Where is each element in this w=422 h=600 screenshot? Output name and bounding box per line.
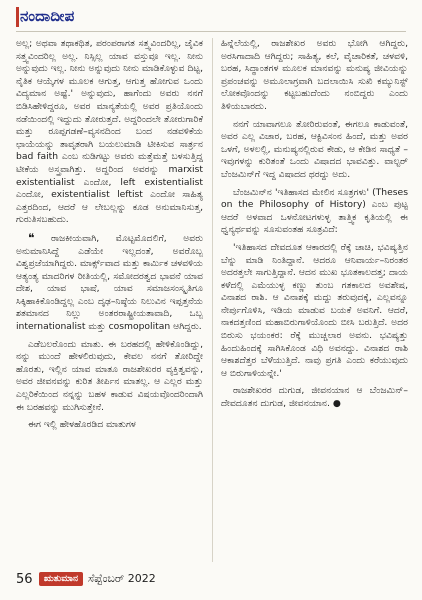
paragraph: ಈಗ ಇಲ್ಲಿ ಹೇಳಹೊರಡಿದ ಮಾತುಗಳ <box>28 419 136 431</box>
paragraph: ಅಲ್ಲ; ಅಥವಾ ತಥಾಕಥಿತ, ಪರಂಪರಾಗತ ಸತ್ತ್ವವಿಂದರಿಲ್ಲ, ಜೈವಿಕ ಸತ್ತ್ವವಿಂದರಿಲ್ಲ ಅಲ್ಲ. ನಿಸ್ಸಿಲ್ಲ ಯಾವ ವಸ್ತುವೂ ಇಲ್ಲ. ನೀನು ಅನ್ನುವುದು ಇಲ್ಲ. ನೀನು ಅನ್ನುವುದು ನೀನು ಮಾಡಿಕೊಳ್ಳುವ ದಿಟ್ಟ, ನೈತಿಕ ಆಯ್ಕೆಗಳ ಮೂಲಕ ಆಗುತ್ತ, ಆಗುತ್ತ ಹೋಗುವ ಒಂದು ವಿದ್ಯಮಾನ ಅಷ್ಟೆ.' ಅನ್ನುವುದು, ಹಾಗೆಂದು ಅವರು ನನಗೆ ಬಿಡಿಸಿಹೇಳಿದ್ದರೂ, ಅವರ ಮಾನ್ಯತೆಯಲ್ಲಿ ಅವರ ಪ್ರತಿಯೊಂದು ನಡೆಯಿಂದಲ್ಲಿ ಇದ್ದುದು ತೋರುತ್ತದೆ. ಅದ್ದರಿಂದಲೇ ತೋರುಗಾರಿಕೆ ಮತ್ತು ರೂಪ್ಪಗಡಣೆ–ವ್ಯಸನದಿಂದ ಬಂದ ನಡವಳಿಕೆಯ ಛಾಯೆಯನ್ನು ತಾವೃತರಾಗಿ ಬಯಲುಮಾಡಿ ಟೀಕಿಸುವ ಸಾರ್ತ್ರನ bad faith ಎಂಬ ನುಡಿಗಟ್ಟು ಅವರು ಮತ್ತೆಮತ್ತೆ ಬಳಸುತ್ತಿದ್ದ ಟೀಕೆಯ ಅಸ್ತ್ರವಾಗಿತ್ತು. ಅದ್ದರಿಂದ ಅವರನ್ನು marxist existentialist ಎಂದೋ, left existentialist ಎಂದೋ, existentialist leftist ಎಂದೋ ಸಾಹಿತ್ಯ ಎತ್ತರದಿಂದ, ಆದರೆ ಆ ಲೇಬಲ್ಲನ್ನು ಕೂಡ ಅನುಮಾನಿಸುತ್ತ, ಗುರುತಿಸಬಹುದು. <box>16 38 203 226</box>
paragraph: ಹಿನ್ನೆಲೆಯಲ್ಲಿ, ರಾಜಶೇಖರ ಅವರು ಭೋಗಿ ಆಗಿದ್ದರು, ಅರಸಿಗಾದಾದಿ ಆಗಿದ್ದರು; ಸಾಹಿತ್ಯ, ಕಲೆ, ವೈಚಾರಿಕತೆ, ಚಳವಳಿ, ಬರಹ, ಸಿದ್ಧಾಂತಗಳ ಮೂಲಕ ಮಾನವನ್ನು ಮನುಷ್ಯ ಜೀವಿಯನ್ನು ಪ್ರಪಂಚವನ್ನು ಅಮೂಲಾಗ್ರವಾಗಿ ಬದಲಾಯಿಸಿ ಸುಖಿ ಕಮ್ಯುನಿಸ್ಟ್ ಲೋಕವೊಂದನ್ನು ಕಟ್ಟಬಹುದೆಂದು ನಂಬಿದ್ದರು ಎಂದು ತಿಳಿಯಬಾರದು. <box>221 38 408 112</box>
section-title: ನಂದಾದೀಪ <box>20 7 75 25</box>
page-footer <box>16 571 406 591</box>
paragraph-text: ರಾಜಕೀಯವಾಗಿ, ಮೊಟ್ಟಮೊದಲಿಗೆ, ಅವರು ಅನುಮಾನಿಸಿದ್ದೆ ಎಡೆಯೇ ಇಲ್ಲದಂತೆ, ಅವರೊಬ್ಬ ವಿಶ್ವಪ್ರಜೆಯಾಗಿದ್ದರು. ಮಾರ್ಕ್ಸ್‌ವಾದ ಮತ್ತು ಕಾರ್ಮಿಕ ಚಳವಳಿಯ ಆತ್ಯಂತ್ಯ ಮಾದರಿಗಳ ರೀತಿಯಲ್ಲಿ, ಸಮೋದರತ್ವದ ಭಾವನೆ ಯಾವ ದೇಶ, ಯಾವ ಭಾಷೆ, ಯಾವ ಸಮಾಜಸಂಸ್ಕೃತಿಗೂ ಸಿಕ್ಕಿಹಾಕಿಕೊಂಡಿದ್ದಲ್ಲ ಎಂಬ ದೃಢ–ನಿಷ್ಠೆಯ ನಿಲುವಿನ ಇಪ್ಪತ್ತನೆಯ ಶತಮಾನದ ನಿಲ್ಲು ಅಂತರರಾಷ್ಟ್ರೀಯತಾವಾದಿ, ಒಬ್ಬ internationalist ಮತ್ತು cosmopolitan ಆಗಿದ್ದರು. <box>16 232 203 333</box>
paragraph <box>221 385 408 410</box>
paragraph: ಎಡೆಬಲರೊಂದು ಮಾತು. ಈ ಬರಹದಲ್ಲಿ ಹೇಳಿಕೊಂಡಿದ್ದು, ನನ್ನು ಮುಂದೆ ಹೇಳಲಿರುವುದು, ಕೇವಲ ನನಗೆ ತೋರಿದ್ದೇ ಹೊರತು, ಇಲ್ಲಿನ ಯಾವ ಮಾತೂ ರಾಜಶೇಖರರ ವ್ಯಕ್ತಿತ್ವವನ್ನು, ಅವರ ಜೀವನವನ್ನು ಕುರಿತ ತೀರ್ಪಿನ ಮಾತಲ್ಲ. ಆ ಎಲ್ಲರ ಮತ್ತು ಎಲ್ಲರಿಕೆಯಿಂದ ನನ್ನನ್ನು ಬಹಳ ಕಾಡುವ ವಿಷಯವೊಂದರಿಂದಾಗಿ ಈ ಬರಹವನ್ನು ಮುಗಿಸುತ್ತೇನೆ. <box>16 338 203 413</box>
magazine-logo: ಋತುಮಾನ <box>39 572 83 586</box>
left-column <box>16 38 203 562</box>
quote-mark-icon: ❝ <box>28 230 35 245</box>
end-mark-icon: ● <box>332 398 341 410</box>
page-number: 56 <box>16 572 33 587</box>
article-body <box>16 38 408 562</box>
column-divider <box>212 38 213 562</box>
header-accent-bar <box>16 7 19 27</box>
header-rule <box>16 31 406 32</box>
right-column <box>221 38 408 562</box>
paragraph: ಬೆಂಜಮಿನ್‌ನ 'ಇತಿಹಾಸದ ಮೇಲಿನ ಸೂತ್ರಗಳು' (Theses on the Philosophy of History) ಎಂಬ ಪುಟ್ಟ ಆದರೆ ಅಳವಾದ ಒಳನೋಟಗಳುಳ್ಳ ತಾತ್ತ್ವಿಕ ಕೃತಿಯಲ್ಲಿ ಈ ಧ್ವನ್ಯರ್ಥವನ್ನು ಸೂಸುವಂತಹ ಸೂತ್ರವಿದೆ: <box>221 186 408 236</box>
paragraph: ನನಗೆ ಯಾವಾಗಲೂ ತೋರಿರುವಂತೆ, ಈಗಲೂ ಕಾಡುವಂತೆ, ಅವರ ಎಲ್ಲ ವಿಚಾರ, ಬರಹ, ಆಕ್ಟಿವಿಸಂನ ಹಿಂದೆ, ಮತ್ತು ಅವರ ಒಳಗೆ, ಅಳಲಲ್ಲಿ, ಮನುಷ್ಯನಲ್ಲಿರುವ ಕೇಡು, ಆ ಕೇಡಿನ ಸಾಧ್ಯತೆ – ಇವುಗಳನ್ನು ಕುರಿತಂತೆ ಒಂದು ವಿಷಾದದ ಭಾವವಿತ್ತು. ವಾಲ್ಟರ್ ಬೆಂಜಮಿನ್‌ಗೆ ಇದ್ದ ವಿಷಾದದ ಥರದ್ದು ಅದು. <box>221 118 408 180</box>
paragraph <box>16 232 203 334</box>
issue-date: ಸೆಪ್ಟೆಂಬರ್ 2022 <box>88 572 156 585</box>
quotation: 'ಇತಿಹಾಸದ ದೇವದೂತ ಆಕಾರದಲ್ಲಿ ರೆಕ್ಕೆ ಚಾಚಿ, ಭವಿಷ್ಯತ್ತಿನ ಬೆನ್ನು ಮಾಡಿ ನಿಂತಿದ್ದಾನೆ. ಆದರೂ ಆನಿವಾರ್ಯ–ನಿರಂತರ ಅದರತ್ತಲೇ ಸಾಗುತ್ತಿದ್ದಾನೆ. ಆದನ ಮುಖ ಭೂತಕಾಲದತ್ತ; ದಾಯ ಕಳೆದಲ್ಲಿ ಎಮೆಯುಳ್ಳ ಕಣ್ಣು ತುಂಬ ಗತಕಾಲದ ಅವಶೇಷ, ವಿನಾಶದ ರಾಶಿ. ಆ ವಿನಾಶಕ್ಕೆ ಮದ್ದು ತರುವುದಕ್ಕೆ, ಎಲ್ಲವನ್ನೂ ನೇರ್ಪುಗೊಳಿಸಿ, ಇಡಿಯ ಮಾಡುವ ಬಯಕೆ ಅವನಿಗೆ. ಆದರೆ, ನಾಕದತ್ತಣಿಂದ ಮಹಾಬಿರುಗಾಳಿಯೊಂದು ಬೀಸಿ ಬರುತ್ತಿದೆ. ಅದರ ಬಿರುಸು ಭಯಂಕರ: ರೆಕ್ಕೆ ಮುಚ್ಚಲಾರ ಅವನು. ಭವಿಷ್ಯತ್ತು ಹಿಂದುಹಿಂದಕ್ಕೆ ಸಾಗಿಸಿಕೊಂಡ ವಿಧಿ ಅವನದ್ದು. ವಿನಾಶದ ರಾಶಿ ಆಕಾಶದೆತ್ತರ ಬೆಳೆಯುತ್ತಿದೆ. ನಾವು ಪ್ರಗತಿ ಎಂದು ಕರೆಯುವುದು ಆ ಬಿರುಗಾಳಿಯನ್ನೇ.' <box>221 241 408 379</box>
paragraph-text: ರಾಜಶೇಖರರ ದುಗುಡ, ಜೀವನಯಾನ ಆ ಬೆಂಜಮಿನ್–ದೇವದೂತನ ದುಗುಡ, ಜೀವನಯಾನ. <box>221 385 408 410</box>
page-header <box>16 7 406 31</box>
